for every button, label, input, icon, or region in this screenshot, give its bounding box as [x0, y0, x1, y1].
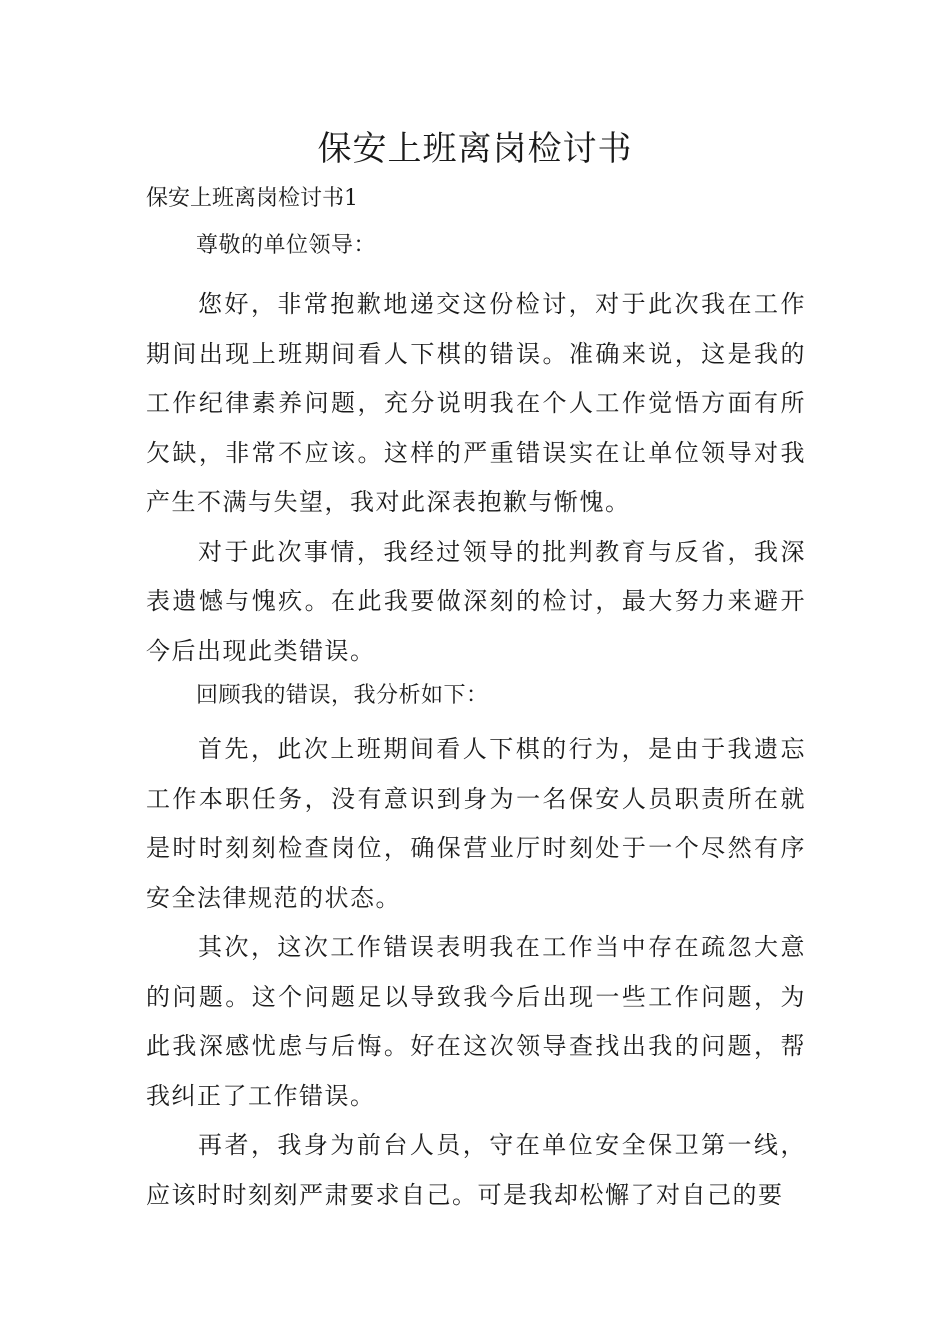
- document-subtitle: 保安上班离岗检讨书1: [146, 186, 358, 211]
- paragraph-apology: 您好，非常抱歉地递交这份检讨，对于此次我在工作期间出现上班期间看人下棋的错误。准确来说，这是我的工作纪律素养问题，充分说明我在个人工作觉悟方面有所欠缺，非常不应该。这样的严重错误实在让单位领导对我产生不满与失望，我对此深表抱歉与惭愧。: [146, 290, 806, 516]
- paragraph-first-point: 首先，此次上班期间看人下棋的行为，是由于我遗忘工作本职任务，没有意识到身为一名保安人员职责所在就是时时刻刻检查岗位，确保营业厅时刻处于一个尽然有序安全法律规范的状态。: [146, 735, 806, 912]
- paragraph-third-point: 再者，我身为前台人员，守在单位安全保卫第一线，应该时时刻刻严肃要求自己。可是我却松懈了对自己的要: [146, 1131, 806, 1209]
- document-title: 保安上班离岗检讨书: [317, 129, 633, 169]
- paragraph-analysis-intro: 回顾我的错误，我分析如下：: [196, 683, 489, 708]
- salutation: 尊敬的单位领导：: [196, 233, 377, 258]
- paragraph-reflection: 对于此次事情，我经过领导的批判教育与反省，我深表遗憾与愧疚。在此我要做深刻的检讨，最大努力来避开今后出现此类错误。: [146, 537, 806, 665]
- paragraph-second-point: 其次，这次工作错误表明我在工作当中存在疏忽大意的问题。这个问题足以导致我今后出现一些工作问题，为此我深感忧虑与后悔。好在这次领导查找出我的问题，帮我纠正了工作错误。: [146, 933, 806, 1110]
- document-body: [146, 226, 806, 1220]
